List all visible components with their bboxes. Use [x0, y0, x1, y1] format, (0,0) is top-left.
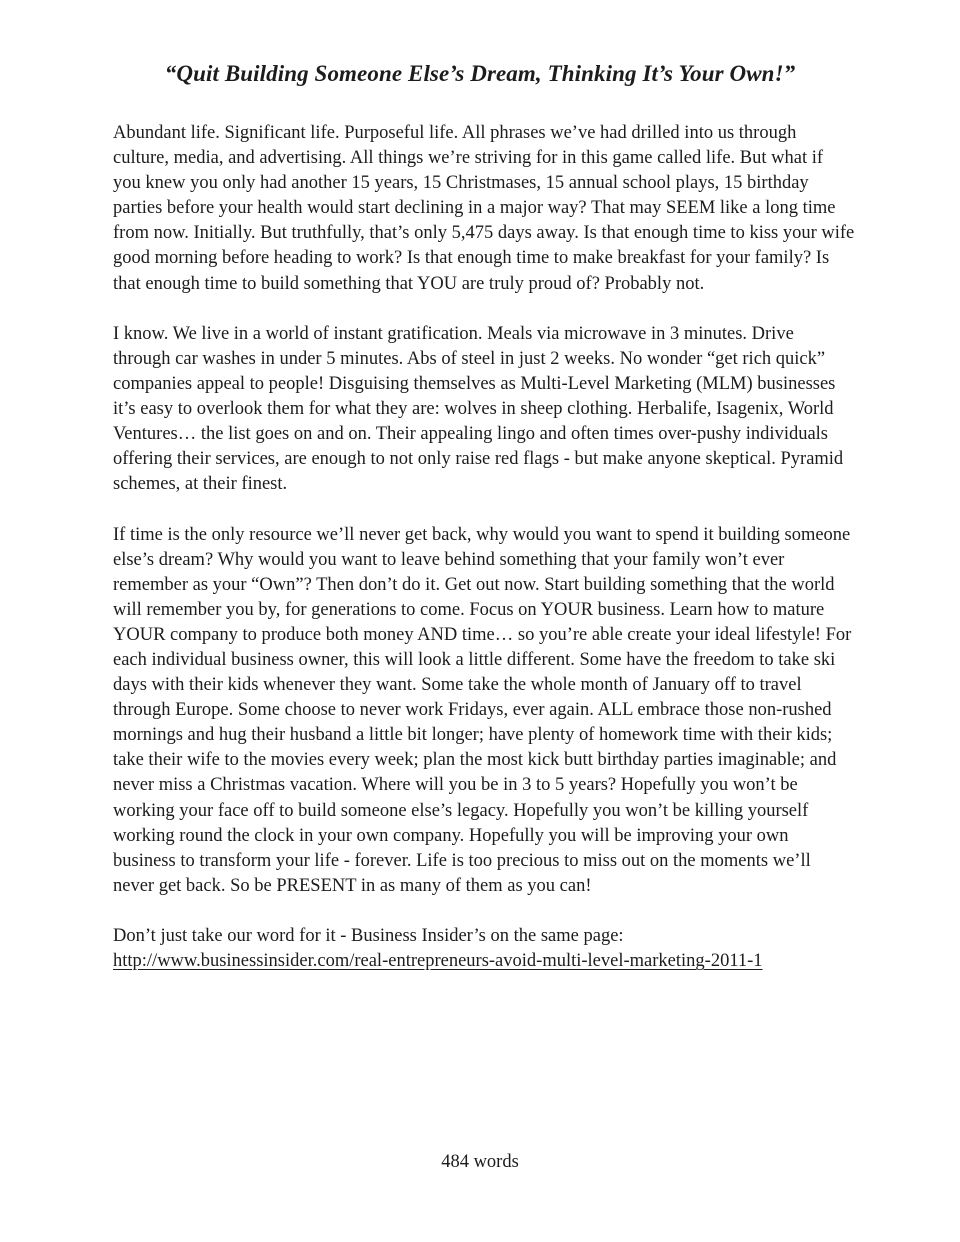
business-insider-link[interactable]: http://www.businessinsider.com/real-entrepreneurs-avoid-multi-level-marketing-2011-1 — [113, 951, 763, 972]
paragraph-2: I know. We live in a world of instant gratification. Meals via microwave in 3 minutes. Drive through car washes in under 5 minutes. Abs of steel in just 2 weeks. No wonder “get rich quick” companies appeal to people! Disguising themselves as Multi-Level Marketing (MLM) businesses it’s easy to overlook them for what they are: wolves in sheep clothing. Herbalife, Isagenix, World Ventures… the list goes on and on. Their appealing lingo and often times over-pushy individuals offering their services, are enough to not only raise red flags - but make anyone skeptical. Pyramid schemes, at their finest. — [113, 323, 844, 495]
paragraph-1: Abundant life. Significant life. Purposeful life. All phrases we’ve had drilled into us through culture, media, and advertising. All things we’re striving for in this game called life. But what if you knew you only had another 15 years, 15 Christmases, 15 annual school plays, 15 birthday parties before your health would start declining in a major way? That may SEEM like a long time from now. Initially. But truthfully, that’s only 5,475 days away. Is that enough time to kiss your wife good morning before heading to work? Is that enough time to make breakfast for your family? Is that enough time to build something that YOU are truly proud of? Probably not. — [113, 123, 855, 294]
paragraph-3: If time is the only resource we’ll never get back, why would you want to spend it building someone else’s dream? Why would you want to leave behind something that your family won’t ever remember as your “Own”? Then don’t do it. Get out now. Start building something that the world will remember you by, for generations to come. Focus on YOUR business. Learn how to mature YOUR company to produce both money AND time… so you’re able create your ideal lifestyle! For each individual business owner, this will look a little different. Some have the freedom to take ski days with their kids whenever they want. Some take the whole month of January off to travel through Europe. Some choose to never work Fridays, ever again. ALL embrace those non-rushed mornings and hug their husband a little bit longer; have plenty of homework time with their kids; take their wife to the movies every week; plan the most kick butt birthday parties imaginable; and never miss a Christmas vacation. Where will you be in 3 to 5 years? Hopefully you won’t be working your face off to build someone else’s legacy. Hopefully you won’t be killing yourself working round the clock in your own company. Hopefully you will be improving your own business to transform your life - forever. Life is too precious to miss out on the moments we’ll never get back. So be PRESENT in as many of them as you can! — [113, 524, 852, 896]
closing-text: Don’t just take our word for it - Business Insider’s on the same page: — [113, 926, 624, 946]
closing-paragraph — [113, 924, 855, 974]
document-body — [113, 121, 855, 999]
document-title: “Quit Building Someone Else’s Dream, Thinking It’s Your Own!” — [164, 61, 796, 86]
word-count: 484 words — [441, 1152, 519, 1172]
